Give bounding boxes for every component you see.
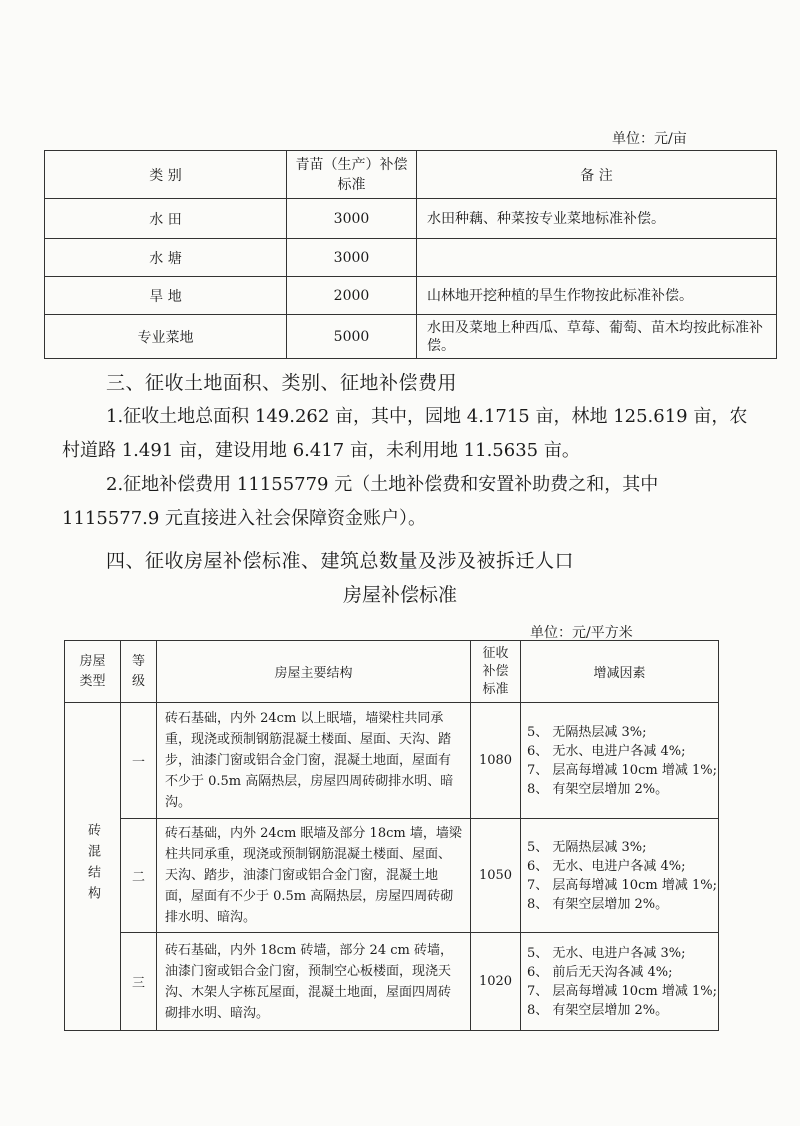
row-factors [521,819,719,933]
row-structure: 砖石基础，内外 18cm 砖墙，部分 24 cm 砖墙，油漆门窗或铝合金门窗，预制空心板楼面，现浇天沟、木架人字栋瓦屋面，混凝土地面，屋面四周砖砌排水明、暗沟。 [157,933,471,1031]
unit-label-1: 单位：元/亩 [612,131,687,147]
table-row [65,703,719,819]
factor-item: 6、 前后无天沟各减 4%; [527,964,673,980]
table-row [65,933,719,1031]
factor-item: 7、 层高每增减 10cm 增减 1%; [527,877,717,893]
factor-item: 8、 有架空层增加 2%。 [527,781,669,797]
green-crop-compensation-table [44,150,777,359]
row-note: 水田种藕、种菜按专业菜地标准补偿。 [417,199,777,239]
table-header-row [65,641,719,703]
header-note: 备 注 [417,151,777,199]
section-4-heading: 四、征收房屋补偿标准、建筑总数量及涉及被拆迁人口 [106,550,575,572]
factor-item: 8、 有架空层增加 2%。 [527,1002,669,1018]
factor-item: 6、 无水、电进户各减 4%; [527,743,686,759]
row-factors [521,703,719,819]
header-standard: 征收补偿标准 [471,641,521,703]
factor-item: 5、 无水、电进户各减 3%; [527,945,686,961]
row-category: 水 塘 [45,239,287,277]
paragraph-compensation-fee: 2.征地补偿费用 11155779 元（土地补偿费和安置补助费之和，其中 1115577.9 元直接进入社会保障资金账户）。 [62,474,659,529]
row-structure: 砖石基础，内外 24cm 眠墙及部分 18cm 墙，墙梁柱共同承重，现浇或预制钢筋混凝土楼面、屋面、天沟、踏步，油漆门窗或铝合金门窗，混凝土地面，屋面有不少于 0.5m 高隔热层，房屋四周砖砌排水明、暗沟。 [157,819,471,933]
row-grade: 二 [121,819,157,933]
row-category: 旱 地 [45,277,287,315]
paragraph-land-area: 1.征收土地总面积 149.262 亩，其中，园地 4.1715 亩，林地 125.619 亩，农村道路 1.491 亩，建设用地 6.417 亩，未利用地 11.5635 亩。 [62,406,748,461]
row-category: 专业菜地 [45,315,287,359]
table-row [45,315,777,359]
row-category: 水 田 [45,199,287,239]
row-factors [521,933,719,1031]
house-type-cell [65,703,121,1031]
house-type-label: 砖混结构 [85,822,100,907]
header-factors: 增减因素 [521,641,719,703]
row-note [417,239,777,277]
header-structure: 房屋主要结构 [157,641,471,703]
section-3-heading: 三、征收土地面积、类别、征地补偿费用 [106,372,458,394]
table-row [65,819,719,933]
row-value: 3000 [287,199,417,239]
header-category: 类 别 [45,151,287,199]
row-value: 1020 [471,933,521,1031]
factor-item: 5、 无隔热层减 3%; [527,724,647,740]
factor-item: 7、 层高每增减 10cm 增减 1%; [527,762,717,778]
row-note: 水田及菜地上种西瓜、草莓、葡萄、苗木均按此标准补偿。 [417,315,777,359]
header-house-type: 房屋类型 [65,641,121,703]
factor-item: 8、 有架空层增加 2%。 [527,896,669,912]
row-grade: 一 [121,703,157,819]
factor-item: 6、 无水、电进户各减 4%; [527,858,686,874]
row-grade: 三 [121,933,157,1031]
house-compensation-table [64,640,719,1031]
unit-label-2: 单位：元/平方米 [530,625,633,641]
row-value: 5000 [287,315,417,359]
house-compensation-title: 房屋补偿标准 [342,584,457,606]
table-header-row [45,151,777,199]
table-row [45,239,777,277]
row-value: 1050 [471,819,521,933]
header-standard: 青苗（生产）补偿标准 [287,151,417,199]
table-row [45,199,777,239]
row-value: 3000 [287,239,417,277]
row-note: 山林地开挖种植的旱生作物按此标准补偿。 [417,277,777,315]
row-structure: 砖石基础，内外 24cm 以上眠墙，墙梁柱共同承重，现浇或预制钢筋混凝土楼面、屋面、天沟、踏步，油漆门窗或铝合金门窗，混凝土地面，屋面有不少于 0.5m 高隔热层，房屋四周砖砌排水明、暗沟。 [157,703,471,819]
row-value: 2000 [287,277,417,315]
factor-item: 7、 层高每增减 10cm 增减 1%; [527,983,717,999]
header-grade: 等级 [121,641,157,703]
row-value: 1080 [471,703,521,819]
factor-item: 5、 无隔热层减 3%; [527,839,647,855]
table-row [45,277,777,315]
